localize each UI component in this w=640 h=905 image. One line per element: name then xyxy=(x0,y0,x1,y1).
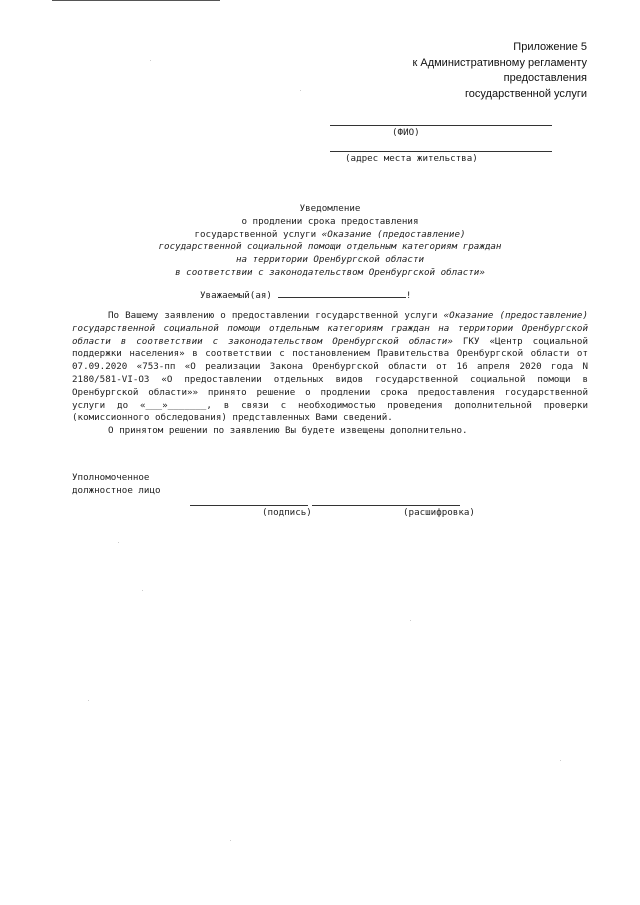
official-block xyxy=(72,472,161,498)
greeting-suffix: ! xyxy=(405,290,412,301)
scan-edge-line xyxy=(52,0,220,1)
title-line-4: государственной социальной помощи отдельным категориям граждан xyxy=(158,241,502,253)
greeting-name-blank xyxy=(278,288,406,298)
scan-speck xyxy=(118,542,119,543)
body-p1-end: ГКУ «Центр социальной поддержки населения» в соответствии с постановлением Правительства Оренбургской области от 07.09.2020 «753-пп «О реализации Закона Оренбургской области от 16 апреля 2020 года N 2180/581-VI-ОЗ «О предоставлении отдельных видов государственной социальной помощи в Оренбургской области»» принято решение о продлении срока предоставления государственной услуги до «___»_______, в связи с необходимостью проведения дополнительной проверки (комиссионного обследования) представленных Вами сведений. xyxy=(72,335,588,424)
title-line-3 xyxy=(60,229,600,242)
notice-title xyxy=(60,203,600,280)
appendix-line-1: Приложение 5 xyxy=(513,41,587,53)
scan-speck xyxy=(88,700,89,701)
signature-line xyxy=(190,505,308,506)
scan-speck xyxy=(150,60,151,61)
scan-speck xyxy=(410,620,411,621)
scan-speck xyxy=(560,760,561,761)
title-line-5: на территории Оренбургской области xyxy=(235,254,425,266)
body-paragraph-1 xyxy=(72,310,588,425)
appendix-header xyxy=(412,40,587,102)
address-caption: (адрес места жительства) xyxy=(345,153,478,164)
body-paragraph-2: О принятом решении по заявлению Вы будете извещены дополнительно. xyxy=(108,425,468,437)
scan-speck xyxy=(142,590,143,591)
scan-speck xyxy=(300,90,301,91)
appendix-line-4: государственной услуги xyxy=(465,87,587,100)
scan-speck xyxy=(230,840,231,841)
fio-line xyxy=(330,125,552,126)
decode-caption: (расшифровка) xyxy=(403,507,475,518)
body-p1-start: По Вашему заявлению о предоставлении государственной услуги xyxy=(108,310,444,321)
official-line-1: Уполномоченное xyxy=(72,472,150,483)
notice-body xyxy=(72,310,588,438)
greeting-text: Уважаемый(ая) xyxy=(200,290,272,301)
title-line-6: в соответствии с законодательством Оренбургской области» xyxy=(175,266,485,278)
appendix-line-3: предоставления xyxy=(503,72,587,84)
signature-caption: (подпись) xyxy=(262,507,312,518)
title-line-3-plain: государственной услуги xyxy=(194,228,322,240)
address-line xyxy=(330,151,552,152)
decode-line xyxy=(312,505,460,506)
fio-caption: (ФИО) xyxy=(392,127,420,138)
appendix-line-2: к Административному регламенту xyxy=(412,56,587,69)
greeting xyxy=(200,288,411,301)
body-p1-service-name: «Оказание (предоставление) государственной социальной помощи отдельным категориям граждан на территории Оренбургской области в соответствии с законодательством Оренбургской области» xyxy=(72,310,588,347)
title-line-2: о продлении срока предоставления xyxy=(241,215,419,227)
title-line-1: Уведомление xyxy=(299,203,361,214)
title-line-3-italic: «Оказание (предоставление) xyxy=(321,228,466,240)
official-line-2: должностное лицо xyxy=(72,484,161,496)
